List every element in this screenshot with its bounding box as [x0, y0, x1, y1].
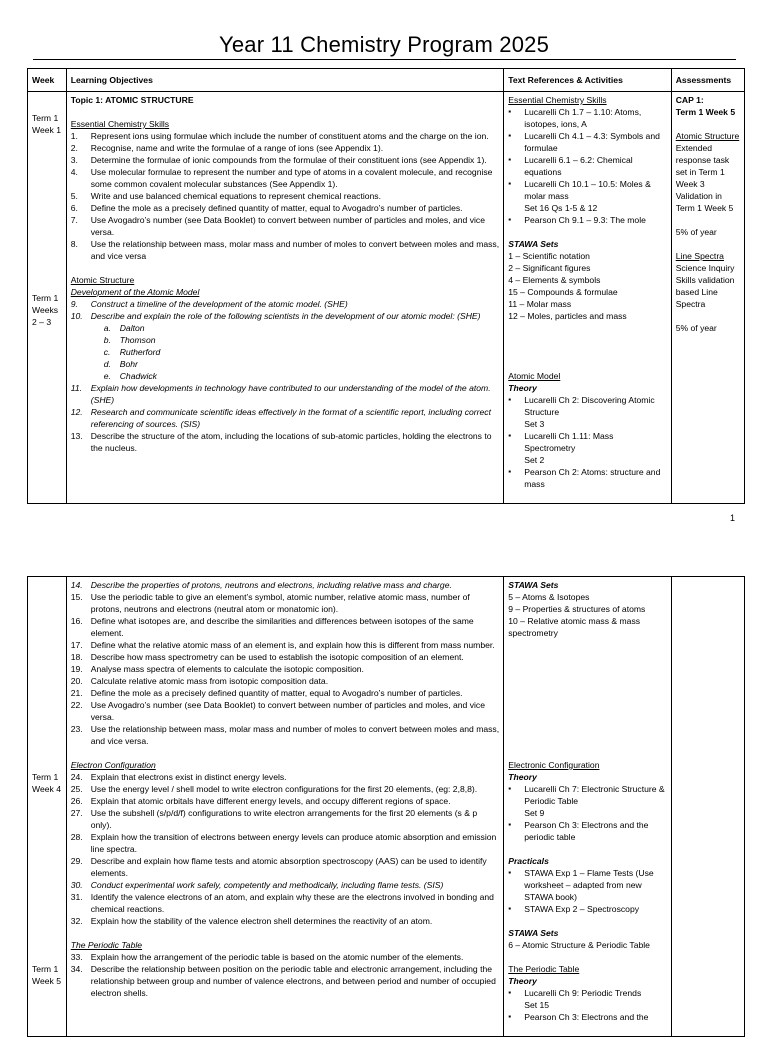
item-number: 28. [70, 832, 83, 842]
objectives-list [71, 951, 500, 999]
item-text: Represent ions using formulae which include the number of constituent atoms and the charge on the ion. [90, 131, 489, 141]
week-label: Term 1 Week 4 [32, 772, 61, 794]
header-week: Week [28, 69, 67, 92]
item-letter: d. [103, 359, 111, 369]
list-item [508, 394, 666, 430]
week-label: Term 1 Week 1 [32, 113, 61, 135]
bullet-icon: ▪ [508, 820, 512, 829]
assessment-weight: 5% of year [675, 227, 717, 237]
bullet-icon: ▪ [508, 179, 512, 188]
item-letter: b. [103, 335, 111, 345]
subsection-heading: Theory [508, 976, 537, 986]
objectives-list [71, 298, 500, 322]
list-item [508, 1011, 666, 1023]
list-item [71, 430, 500, 454]
item-text: Bohr [119, 359, 138, 369]
cap-label: CAP 1: [675, 95, 704, 105]
item-number: 31. [70, 892, 83, 902]
page-number: 1 [730, 513, 736, 523]
item-number: 3. [70, 155, 78, 165]
item-title: Pearson Ch 3: Electrons and the [524, 1012, 649, 1022]
list-item [71, 202, 500, 214]
item-text [524, 903, 666, 915]
reference-list [508, 867, 666, 915]
list-item: 4 – Elements & symbols [508, 275, 601, 285]
list-item [71, 783, 500, 795]
item-text: Analyse mass spectra of elements to calculate the isotopic composition. [90, 664, 364, 674]
list-item [508, 819, 666, 843]
item-number: 32. [70, 916, 83, 926]
item-text: Chadwick [119, 371, 157, 381]
list-item [71, 675, 500, 687]
item-number: 11. [70, 383, 83, 393]
bullet-icon: ▪ [508, 467, 512, 476]
list-item: ▪ Pearson Ch 9.1 – 9.3: The mole [508, 215, 646, 225]
list-item [71, 723, 500, 747]
scientist-list [71, 322, 500, 382]
section-heading: Essential Chemistry Skills [70, 119, 170, 129]
item-text: Define the mole as a precisely defined quantity of matter, equal to Avogadro’s number of particles. [90, 688, 463, 698]
list-item [71, 615, 500, 639]
item-text: Describe how mass spectrometry can be used to establish the isotopic composition of an element. [90, 652, 464, 662]
assessment-heading: Line Spectra [675, 251, 724, 261]
item-title: Lucarelli Ch 1.11: Mass Spectrometry [524, 431, 614, 453]
list-item [508, 430, 666, 466]
item-number: 8. [70, 239, 78, 249]
item-number: 34. [70, 964, 83, 974]
table-header-row [28, 69, 745, 92]
reference-list [508, 214, 666, 226]
list-item [71, 807, 500, 831]
item-title: Lucarelli 6.1 – 6.2: Chemical equations [524, 155, 633, 177]
item-number: 15. [70, 592, 83, 602]
item-title: Lucarelli Ch 1.7 – 1.10: Atoms, isotopes, ions, A [524, 107, 642, 129]
item-number: 22. [70, 700, 83, 710]
item-title: Lucarelli Ch 7: Electronic Structure & Periodic Table [524, 784, 665, 806]
item-title: STAWA Exp 1 – Flame Tests (Use worksheet – adapted from new STAWA book) [524, 868, 654, 902]
item-text [524, 466, 666, 490]
item-text: Define what the relative atomic mass of an element is, and explain how this is different from mass number. [90, 640, 495, 650]
assessment-text: Science Inquiry Skills validation based Line Spectra [675, 263, 735, 309]
week-cell [28, 577, 67, 1037]
list-item [71, 831, 500, 855]
page-title: Year 11 Chemistry Program 2025 [218, 32, 550, 57]
item-text: Write and use balanced chemical equations to represent chemical reactions. [90, 191, 381, 201]
item-text: Thomson [119, 335, 156, 345]
table-row [28, 577, 745, 1037]
item-text: Recognise, name and write the formulae of a range of ions (see Appendix 1). [90, 143, 384, 153]
set-text: Set 3 [524, 419, 545, 429]
list-item [104, 358, 500, 370]
list-item [104, 346, 500, 358]
item-text: Explain how the transition of electrons between energy levels can produce atomic absorption and emission line spectra. [90, 832, 497, 854]
item-title: Lucarelli Ch 9: Periodic Trends [524, 988, 642, 998]
item-number: 29. [70, 856, 83, 866]
item-text [524, 178, 666, 202]
subsection-heading: Practicals [508, 856, 549, 866]
program-table-page-2 [27, 576, 745, 1037]
set-text: Set 15 [524, 1000, 550, 1010]
assessment-weight: 5% of year [675, 323, 717, 333]
section-heading: Atomic Model [508, 371, 561, 381]
refs-cell [504, 577, 671, 1037]
item-number: 18. [70, 652, 83, 662]
assessment-text: Extended response task set in Term 1 Week 3 Validation in Term 1 Week 5 [675, 143, 734, 213]
assessments-cell [671, 577, 744, 1037]
list-item [508, 783, 666, 819]
program-table-page-1 [27, 68, 745, 504]
item-text: Dalton [119, 323, 145, 333]
item-number: 24. [70, 772, 83, 782]
bullet-icon: ▪ [508, 107, 512, 116]
stawa-list [508, 250, 666, 322]
item-text [524, 430, 666, 466]
item-number: 16. [70, 616, 83, 626]
list-item [71, 963, 500, 999]
section-heading: STAWA Sets [508, 239, 559, 249]
bullet-icon: ▪ [508, 131, 512, 140]
item-number: 33. [70, 952, 83, 962]
item-text: Describe the structure of the atom, including the locations of sub-atomic particles, holding the electrons to the nucleus. [90, 431, 492, 453]
list-item [71, 915, 500, 927]
item-number: 13. [70, 431, 83, 441]
list-item [508, 154, 666, 178]
objectives-cell [66, 92, 504, 504]
list-item [508, 466, 666, 490]
item-text: Use molecular formulae to represent the number and type of atoms in a covalent molecule, and recognise some common covalent molecular substances (See Appendix 1). [90, 167, 493, 189]
list-item [71, 651, 500, 663]
subsection-heading: Theory [508, 772, 537, 782]
table-row [28, 92, 745, 504]
item-title: Pearson Ch 2: Atoms: structure and mass [524, 467, 661, 489]
list-item [71, 639, 500, 651]
list-item [71, 891, 500, 915]
list-item [104, 334, 500, 346]
header-refs: Text References & Activities [504, 69, 671, 92]
item-text: Describe and explain how flame tests and atomic absorption spectroscopy (AAS) can be used to identify elements. [90, 856, 487, 878]
bullet-icon: ▪ [508, 904, 512, 913]
list-item [71, 687, 500, 699]
reference-list [508, 106, 666, 202]
cap-term: Term 1 Week 5 [675, 107, 736, 117]
set-text: Set 2 [524, 455, 545, 465]
item-text [524, 783, 666, 819]
item-number: 7. [70, 215, 78, 225]
list-item [71, 154, 500, 166]
section-heading: STAWA Sets [508, 928, 559, 938]
list-item [71, 795, 500, 807]
item-text: Conduct experimental work safely, competently and methodically, including flame tests. (SIS) [90, 880, 444, 890]
list-item [71, 382, 500, 406]
list-item: 11 – Molar mass [508, 299, 572, 309]
list-item [71, 951, 500, 963]
topic-heading: Topic 1: ATOMIC STRUCTURE [70, 95, 194, 105]
objectives-list [71, 771, 500, 927]
section-heading: Essential Chemistry Skills [508, 95, 607, 105]
set-text: Set 9 [524, 808, 545, 818]
item-text [524, 987, 666, 1011]
list-item [71, 879, 500, 891]
list-item [104, 370, 500, 382]
item-number: 26. [70, 796, 83, 806]
list-item [508, 106, 666, 130]
objectives-list [71, 382, 500, 454]
header-objectives: Learning Objectives [66, 69, 504, 92]
section-heading: Electronic Configuration [508, 760, 600, 770]
item-number: 14. [70, 580, 83, 590]
list-item [71, 699, 500, 723]
list-item [508, 987, 666, 1011]
item-text: Use the relationship between mass, molar mass and number of moles to convert between moles and mass, and vice versa. [90, 724, 500, 746]
bullet-icon: ▪ [508, 395, 512, 404]
item-number: 6. [70, 203, 78, 213]
list-item: 9. Construct a timeline of the development of the atomic model. (SHE) [70, 299, 348, 309]
list-item: 10. Describe and explain the role of the following scientists in the development of our atomic model: (SHE) [70, 311, 481, 321]
item-title: STAWA Exp 2 – Spectroscopy [524, 904, 640, 914]
item-text: Use the periodic table to give an element’s symbol, atomic number, relative atomic mass, number of protons, neutrons and electrons (neutral atom or monatomic ion). [90, 592, 470, 614]
item-text: Identify the valence electrons of an atom, and explain why these are the electrons involved in bonding and chemical reactions. [90, 892, 494, 914]
bullet-icon: ▪ [508, 431, 512, 440]
section-heading: STAWA Sets [508, 580, 559, 590]
list-item [508, 867, 666, 903]
item-text: Define the mole as a precisely defined quantity of matter, equal to Avogadro’s number of particles. [90, 203, 463, 213]
list-item: 12 – Moles, particles and mass [508, 311, 627, 321]
list-item [71, 663, 500, 675]
list-item: 1 – Scientific notation [508, 251, 590, 261]
item-number: 1. [70, 131, 78, 141]
assessment-heading: Atomic Structure [675, 131, 740, 141]
list-item: 2 – Significant figures [508, 263, 591, 273]
item-text: Use the subshell (s/p/d/f) configurations to write electron arrangements for the first 20 elements (s & p only). [90, 808, 478, 830]
section-heading: The Periodic Table [508, 964, 580, 974]
bullet-icon: ▪ [508, 784, 512, 793]
objectives-cell [66, 577, 504, 1037]
set-text: Set 16 Qs 1-5 & 12 [524, 203, 598, 213]
section-heading: Electron Configuration [70, 760, 156, 770]
list-item [71, 591, 500, 615]
item-number: 20. [70, 676, 83, 686]
assessments-cell [671, 92, 744, 504]
list-item [508, 130, 666, 154]
week-cell [28, 92, 67, 504]
item-number: 17. [70, 640, 83, 650]
list-item [71, 166, 500, 190]
objectives-list [71, 579, 500, 747]
reference-list [508, 394, 666, 490]
item-title: Lucarelli Ch 4.1 – 4.3: Symbols and formulae [524, 131, 660, 153]
item-text: Describe the relationship between position on the periodic table and electronic arrangement, including the relationship between group and number of valence electrons, and between period and number of occupied electron shells. [90, 964, 496, 998]
item-number: 4. [70, 167, 78, 177]
item-title: Pearson Ch 3: Electrons and the periodic table [524, 820, 649, 842]
item-number: 21. [70, 688, 83, 698]
item-text: Explain that electrons exist in distinct energy levels. [90, 772, 287, 782]
item-text: Use the relationship between mass, molar mass and number of moles to convert between moles and mass, and vice versa [90, 239, 500, 261]
item-number: 5. [70, 191, 78, 201]
list-item [71, 190, 500, 202]
item-text [524, 867, 666, 903]
item-number: 25. [70, 784, 83, 794]
item-number: 23. [70, 724, 83, 734]
week-label: Term 1 Weeks 2 – 3 [32, 293, 59, 327]
week-label: Term 1 Week 5 [32, 964, 61, 986]
item-letter: c. [103, 347, 111, 357]
list-item [71, 238, 500, 262]
item-text [524, 1011, 666, 1023]
item-text: Calculate relative atomic mass from isotopic composition data. [90, 676, 329, 686]
item-text: Use Avogadro’s number (see Data Booklet) to convert between number of particles and moles, and vice versa. [90, 700, 485, 722]
list-item [508, 903, 666, 915]
item-number: 27. [70, 808, 83, 818]
item-letter: e. [103, 371, 111, 381]
item-text [524, 394, 666, 430]
header-assessments: Assessments [671, 69, 744, 92]
section-heading: The Periodic Table [70, 940, 143, 950]
item-text: Determine the formulae of ionic compounds from the formulae of their constituent ions (see Appendix 1). [90, 155, 487, 165]
item-text [524, 154, 666, 178]
item-text: Use Avogadro’s number (see Data Booklet) to convert between number of particles and moles, and vice versa. [90, 215, 485, 237]
objectives-list [71, 130, 500, 262]
item-number: 30. [70, 880, 83, 890]
item-title: Lucarelli Ch 2: Discovering Atomic Structure [524, 395, 655, 417]
bullet-icon: ▪ [508, 988, 512, 997]
list-item: 9 – Properties & structures of atoms [508, 604, 646, 614]
item-text [524, 106, 666, 130]
item-text: Explain how the arrangement of the periodic table is based on the atomic number of the elements. [90, 952, 464, 962]
list-item [71, 771, 500, 783]
item-text [524, 819, 666, 843]
item-number: 19. [70, 664, 83, 674]
list-item [104, 322, 500, 334]
bullet-icon: ▪ [508, 868, 512, 877]
subsection-heading: Development of the Atomic Model [70, 287, 200, 297]
list-item [508, 178, 666, 202]
item-text: Rutherford [119, 347, 161, 357]
list-item: 5 – Atoms & Isotopes [508, 592, 590, 602]
reference-list [508, 783, 666, 843]
list-item [71, 406, 500, 430]
item-number: 12. [70, 407, 83, 417]
item-letter: a. [103, 323, 111, 333]
bullet-icon: ▪ [508, 1012, 512, 1021]
list-item [71, 130, 500, 142]
item-number: 2. [70, 143, 78, 153]
item-text: Explain how the stability of the valence electron shell determines the reactivity of an atom. [90, 916, 433, 926]
item-text: Define what isotopes are, and describe the similarities and differences between isotopes of the same element. [90, 616, 474, 638]
item-text: Explain that atomic orbitals have different energy levels, and occupy different regions of space. [90, 796, 451, 806]
subsection-heading: Theory [508, 383, 537, 393]
bullet-icon: ▪ [508, 155, 512, 164]
title-underline [33, 59, 736, 60]
item-text [524, 130, 666, 154]
list-item [71, 142, 500, 154]
item-title: Lucarelli Ch 10.1 – 10.5: Moles & molar mass [524, 179, 651, 201]
item-text: Describe the properties of protons, neutrons and electrons, including relative mass and charge. [90, 580, 452, 590]
list-item: 15 – Compounds & formulae [508, 287, 618, 297]
reference-list [508, 987, 666, 1023]
stawa-list [508, 591, 666, 639]
list-item [71, 855, 500, 879]
refs-cell [504, 92, 671, 504]
list-item [71, 214, 500, 238]
section-heading: Atomic Structure [70, 275, 135, 285]
list-item: 6 – Atomic Structure & Periodic Table [508, 940, 650, 950]
item-text: Use the energy level / shell model to write electron configurations for the first 20 elements, (eg: 2,8,8). [90, 784, 478, 794]
item-text: Explain how developments in technology have contributed to our understanding of the model of the atom. (SHE) [90, 383, 491, 405]
item-text: Research and communicate scientific ideas effectively in the format of a scientific report, including correct referencing of sources. (SIS) [90, 407, 491, 429]
list-item: 10 – Relative atomic mass & mass spectrometry [508, 616, 641, 638]
list-item [71, 579, 500, 591]
